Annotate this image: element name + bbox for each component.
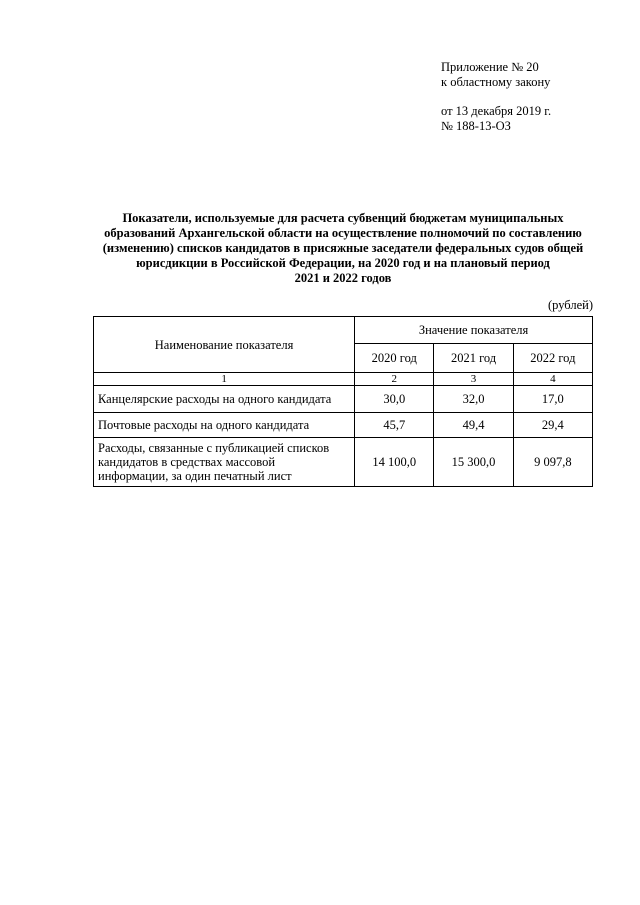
row-value-2020: 14 100,0 [355, 438, 434, 487]
column-index: 3 [434, 373, 513, 386]
row-name [94, 438, 355, 487]
table-row [94, 386, 593, 413]
title-line: Показатели, используемые для расчета субвенций бюджетам муниципальных [122, 211, 564, 225]
row-name: Канцелярские расходы на одного кандидата [94, 386, 355, 413]
row-value-2022: 29,4 [513, 413, 592, 438]
table-row [94, 438, 593, 487]
header-year-2022: 2022 год [513, 344, 592, 373]
column-index: 4 [513, 373, 592, 386]
row-value-2020: 45,7 [355, 413, 434, 438]
row-value-2020: 30,0 [355, 386, 434, 413]
row-name-line: Расходы, связанные с публикацией списков [98, 441, 330, 455]
title-line: образований Архангельской области на осуществление полномочий по составлению [104, 226, 582, 240]
row-value-2021: 49,4 [434, 413, 513, 438]
header-year-2021: 2021 год [434, 344, 513, 373]
row-name-line: кандидатов в средствах массовой [98, 455, 276, 469]
row-value-2021: 15 300,0 [434, 438, 513, 487]
row-value-2022: 9 097,8 [513, 438, 592, 487]
title-line: (изменению) списков кандидатов в присяжные заседатели федеральных судов общей [102, 241, 584, 255]
column-index: 1 [94, 373, 355, 386]
header-year-2020: 2020 год [355, 344, 434, 373]
row-value-2021: 32,0 [434, 386, 513, 413]
title-line: юрисдикции в Российской Федерации, на 2020 год и на плановый период [136, 256, 550, 270]
appendix-number: Приложение № 20 [441, 60, 539, 74]
appendix-gap [441, 90, 551, 104]
table-row [94, 413, 593, 438]
table-index-row [94, 373, 593, 386]
header-indicator-value: Значение показателя [355, 317, 593, 344]
column-index: 2 [355, 373, 434, 386]
row-value-2022: 17,0 [513, 386, 592, 413]
row-name-line: информации, за один печатный лист [98, 469, 292, 483]
appendix-law-ref: к областному закону [441, 75, 551, 89]
appendix-date: от 13 декабря 2019 г. [441, 104, 552, 118]
document-title [88, 211, 598, 286]
table-header-row [94, 317, 593, 344]
unit-label: (рублей) [547, 298, 593, 312]
row-name: Почтовые расходы на одного кандидата [94, 413, 355, 438]
indicators-table [93, 316, 593, 487]
appendix-note [441, 60, 551, 134]
header-indicator-name: Наименование показателя [94, 317, 355, 373]
appendix-law-number: № 188-13-ОЗ [441, 119, 511, 133]
title-line: 2021 и 2022 годов [294, 271, 392, 285]
